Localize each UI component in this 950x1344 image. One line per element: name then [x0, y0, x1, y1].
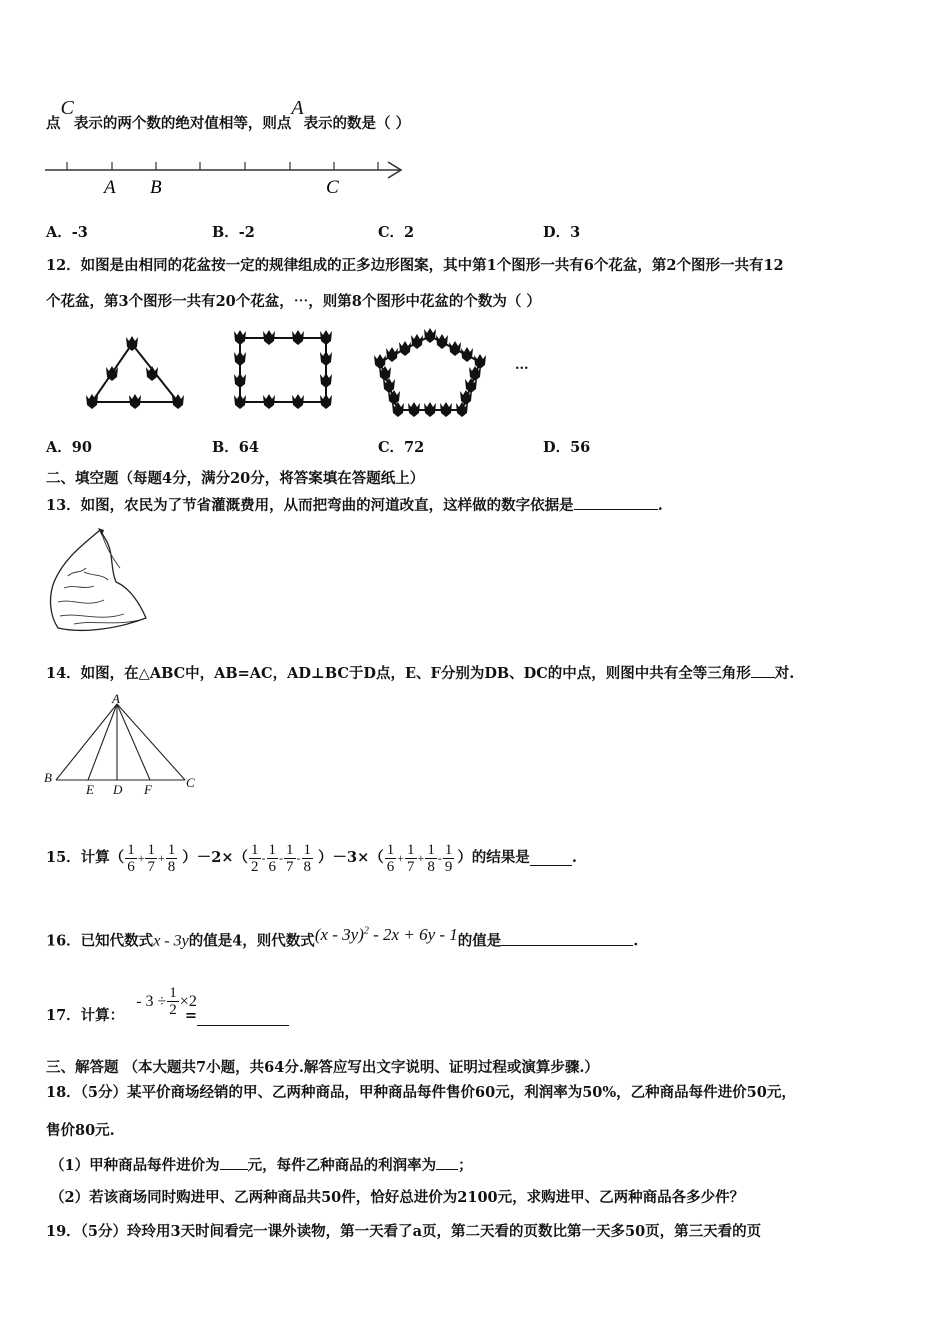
q18-stem-line2: 售价80元. — [46, 1122, 115, 1139]
q11-text-pre: 点 — [46, 115, 61, 132]
q16-end: . — [633, 932, 639, 950]
q16-mid: 的值是4，则代数式 — [188, 932, 315, 950]
q12-stem-line1: 12．如图是由相同的花盆按一定的规律组成的正多边形图案，其中第1个图形一共有6个花盆，第2个图形一共有12 — [46, 257, 784, 274]
q12-stem-line2: 个花盆，第3个图形一共有20个花盆，⋯，则第8个图形中花盆的个数为（ ） — [46, 293, 541, 310]
q15-g2-frac-1: $\frac{1}{2}$ — [251, 841, 259, 875]
q15-g3-op-2: + — [417, 851, 425, 865]
vertex-label-f: F — [144, 782, 152, 797]
vertex-label-a: A — [112, 692, 120, 706]
q15-g2-op-1: - — [261, 851, 266, 865]
vertex-label-d: D — [113, 782, 123, 797]
river-figure — [44, 524, 164, 636]
q13-text: 13．如图，农民为了节省灌溉费用，从而把弯曲的河道改直，这样做的数字依据是 — [46, 497, 574, 514]
q18-sub1-text-c: ； — [458, 1157, 473, 1174]
q15-stem — [46, 836, 577, 880]
q17-expr-part2: ×2 — [179, 992, 197, 1010]
q12-option-d[interactable]: D．56 — [543, 439, 591, 456]
vertex-label-c: C — [186, 775, 195, 790]
q18-blank-cost[interactable] — [220, 1155, 248, 1170]
q19-stem-line1: 19．（5分）玲玲用3天时间看完一课外读物，第一天看了a页，第二天看的页数比第一天多50页，第三天看的页 — [46, 1223, 762, 1240]
q18-sub1-text-b: 元，每件乙种商品的利润率为 — [247, 1157, 437, 1174]
q15-g3-frac-2: $\frac{1}{7}$ — [407, 841, 415, 875]
q12-option-c[interactable]: C．72 — [378, 439, 425, 456]
q17-pre: 17．计算： — [46, 1007, 125, 1024]
q18-sub1-text-a: （1）甲种商品每件进价为 — [50, 1157, 220, 1174]
axis-label-a: A — [104, 177, 116, 198]
q12-ellipsis: ... — [515, 358, 529, 373]
q15-g2-op-3: - — [296, 851, 301, 865]
q16-expr2: (x - 3y)$^2$ - 2x + 6y - 1 — [314, 924, 458, 944]
q14-stem — [46, 663, 794, 684]
vertex-label-e: E — [86, 782, 94, 797]
q17-equals: = — [184, 1007, 197, 1024]
q15-suffix: ）的结果是 — [457, 849, 530, 866]
q15-g2-frac-4: $\frac{1}{8}$ — [303, 841, 311, 875]
q15-end: . — [571, 849, 577, 866]
vertex-label-b: B — [44, 770, 52, 785]
axis-label-b: B — [150, 177, 162, 198]
section2-heading: 二、填空题（每题4分，满分20分，将答案填在答题纸上） — [46, 470, 425, 487]
q12-option-a[interactable]: A．90 — [46, 439, 92, 456]
q14-answer-blank[interactable] — [751, 663, 775, 678]
q11-text-post: 表示的数是（ ） — [303, 115, 411, 132]
q15-answer-blank[interactable] — [530, 851, 572, 866]
q15-g1-frac-3: $\frac{1}{8}$ — [167, 841, 176, 875]
q11-option-b[interactable]: B．-2 — [212, 224, 255, 241]
flowerpot-patterns-figure — [70, 322, 540, 432]
q15-g1-frac-2: $\frac{1}{7}$ — [147, 841, 155, 875]
q15-mid2: ）－3×（ — [318, 849, 384, 866]
q15-g3-frac-3: $\frac{1}{8}$ — [427, 841, 435, 875]
pattern-triangle — [92, 344, 178, 402]
q15-g3-op-1: + — [397, 851, 405, 865]
q11-point-c: C — [60, 97, 74, 119]
q17-expr-part1: - 3 ÷ — [136, 992, 167, 1010]
q16-answer-blank[interactable] — [501, 931, 633, 946]
q15-mid1: ）－2×（ — [182, 849, 248, 866]
q17-stem — [46, 982, 289, 1032]
q13-end: . — [657, 497, 663, 514]
q15-g3-op-3: - — [437, 851, 442, 865]
q16-expr1: x - 3y — [153, 932, 189, 950]
q15-g1-op-1: + — [137, 851, 145, 865]
q15-g1-op-2: + — [157, 851, 165, 865]
q11-option-a[interactable]: A．-3 — [46, 224, 88, 241]
q11-text-mid: 表示的两个数的绝对值相等，则点 — [73, 115, 292, 132]
q15-g2-op-2: - — [279, 851, 283, 865]
q14-end: 对. — [774, 665, 795, 682]
q11-option-d[interactable]: D．3 — [543, 224, 581, 241]
q17-expression — [136, 985, 197, 1018]
q15-g3-frac-1: $\frac{1}{6}$ — [386, 841, 395, 875]
q15-g1-frac-1: $\frac{1}{6}$ — [127, 841, 135, 875]
q13-stem — [46, 495, 663, 516]
q18-blank-rate[interactable] — [436, 1155, 458, 1170]
q16-post: 的值是 — [457, 932, 502, 950]
q16-pre: 16．已知代数式 — [46, 932, 154, 950]
q18-stem-line1: 18．（5分）某平价商场经销的甲、乙两种商品，甲种商品每件售价60元，利润率为50%，乙种商品每件进价50元， — [46, 1084, 796, 1101]
section3-heading: 三、解答题 （本大题共7小题，共64分.解答应写出文字说明、证明过程或演算步骤.） — [46, 1059, 599, 1076]
number-line-figure — [40, 150, 420, 200]
q15-g2-frac-2: $\frac{1}{6}$ — [268, 841, 276, 875]
pattern-square — [240, 338, 326, 402]
q11-point-a: A — [291, 97, 304, 119]
q15-g3-frac-4: $\frac{1}{9}$ — [444, 841, 453, 875]
q14-text: 14．如图，在△ABC中，AB=AC，AD⊥BC于D点，E、F分别为DB、DC的中点，则图中共有全等三角形 — [46, 665, 751, 682]
q17-answer-blank[interactable] — [197, 1011, 289, 1026]
q16-stem — [46, 922, 638, 957]
q11-stem — [46, 97, 411, 134]
q12-option-b[interactable]: B．64 — [212, 439, 259, 456]
q11-option-c[interactable]: C．2 — [378, 224, 415, 241]
triangle-abc-figure — [40, 692, 210, 804]
q18-sub1 — [50, 1155, 473, 1176]
axis-label-c: C — [326, 177, 339, 198]
q15-prefix: 15．计算（ — [46, 849, 125, 866]
q13-answer-blank[interactable] — [574, 495, 658, 510]
q17-fraction: $\frac{1}{2}$ — [169, 985, 177, 1018]
q18-sub2: （2）若该商场同时购进甲、乙两种商品共50件，恰好总进价为2100元，求购进甲、乙两种商品各多少件？ — [50, 1189, 745, 1206]
q15-g2-frac-3: $\frac{1}{7}$ — [286, 841, 294, 875]
